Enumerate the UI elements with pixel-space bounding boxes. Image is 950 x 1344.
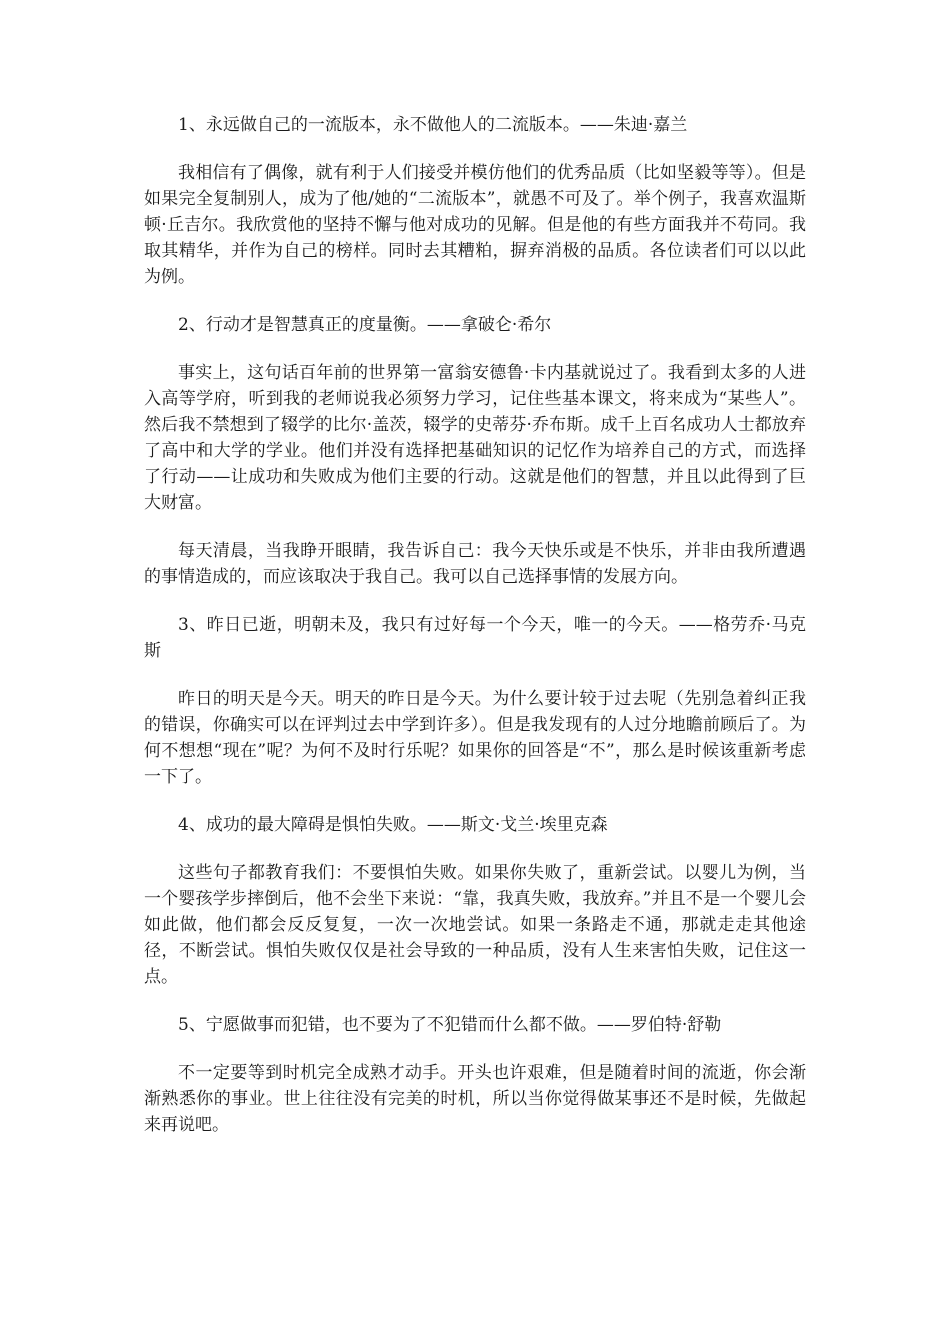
document-page	[144, 112, 806, 1160]
body-paragraph-1: 我相信有了偶像，就有利于人们接受并模仿他们的优秀品质（比如坚毅等等）。但是如果完全复制别人，成为了他/她的“二流版本”，就愚不可及了。举个例子，我喜欢温斯顿·丘吉尔。我欣赏他的坚持不懈与他对成功的见解。但是他的有些方面我并不苟同。我取其精华，并作为自己的榜样。同时去其糟粕，摒弃消极的品质。各位读者们可以以此为例。	[144, 163, 806, 287]
body-paragraph-3: 每天清晨，当我睁开眼睛，我告诉自己：我今天快乐或是不快乐，并非由我所遭遇的事情造成的，而应该取决于我自己。我可以自己选择事情的发展方向。	[144, 541, 806, 587]
body-paragraph-6: 不一定要等到时机完全成熟才动手。开头也许艰难，但是随着时间的流逝，你会渐渐熟悉你的事业。世上往往没有完美的时机，所以当你觉得做某事还不是时候，先做起来再说吧。	[144, 1063, 806, 1135]
body-paragraph-2: 事实上，这句话百年前的世界第一富翁安德鲁·卡内基就说过了。我看到太多的人进入高等学府，听到我的老师说我必须努力学习，记住些基本课文，将来成为“某些人”。然后我不禁想到了辍学的比尔·盖茨，辍学的史蒂芬·乔布斯。成千上百名成功人士都放弃了高中和大学的学业。他们并没有选择把基础知识的记忆作为培养自己的方式，而选择了行动——让成功和失败成为他们主要的行动。这就是他们的智慧，并且以此得到了巨大财富。	[144, 363, 806, 513]
quote-heading-4: 4、成功的最大障碍是惧怕失败。——斯文·戈兰·埃里克森	[178, 815, 608, 835]
quote-heading-3: 3、昨日已逝，明朝未及，我只有过好每一个今天，唯一的今天。——格劳乔·马克斯	[144, 615, 806, 661]
body-paragraph-5: 这些句子都教育我们：不要惧怕失败。如果你失败了，重新尝试。以婴儿为例，当一个婴孩学步摔倒后，他不会坐下来说：“靠，我真失败，我放弃。”并且不是一个婴儿会如此做，他们都会反反复复，一次一次地尝试。如果一条路走不通，那就走走其他途径，不断尝试。惧怕失败仅仅是社会导致的一种品质，没有人生来害怕失败，记住这一点。	[144, 863, 806, 987]
quote-heading-5: 5、宁愿做事而犯错，也不要为了不犯错而什么都不做。——罗伯特·舒勒	[178, 1015, 722, 1035]
quote-heading-1: 1、永远做自己的一流版本，永不做他人的二流版本。——朱迪·嘉兰	[178, 115, 688, 135]
body-paragraph-4: 昨日的明天是今天。明天的昨日是今天。为什么要计较于过去呢（先别急着纠正我的错误，你确实可以在评判过去中学到许多）。但是我发现有的人过分地瞻前顾后了。为何不想想“现在”呢？为何不及时行乐呢？如果你的回答是“不”，那么是时候该重新考虑一下了。	[144, 689, 806, 787]
quote-heading-2: 2、行动才是智慧真正的度量衡。——拿破仑·希尔	[178, 315, 552, 335]
